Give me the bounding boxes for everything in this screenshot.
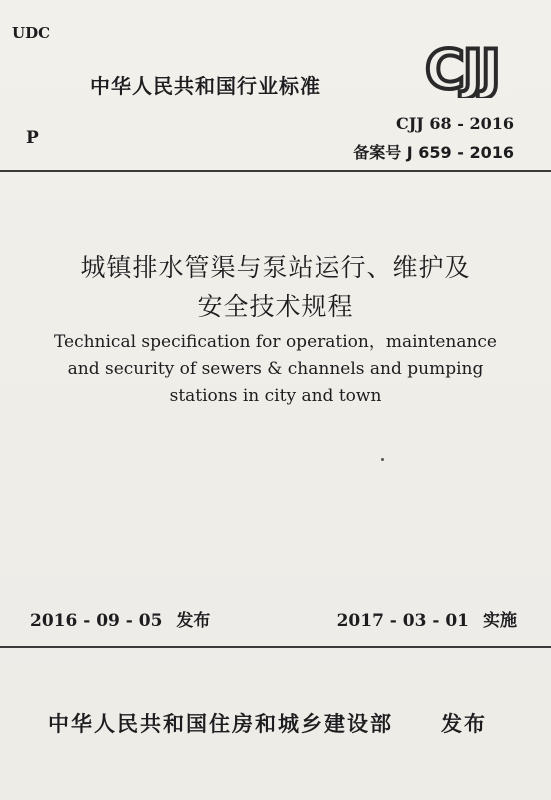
classification-label: P xyxy=(26,128,39,148)
title-english-line-3: stations in city and town xyxy=(169,386,382,406)
standard-code: CJJ 68 - 2016 xyxy=(395,114,514,133)
title-chinese-line-2: 安全技术规程 xyxy=(197,292,354,321)
implementation-date: 2017 - 03 - 01 xyxy=(336,611,469,631)
title-english-line-1: Technical specification for operation，maintenance xyxy=(53,332,497,352)
udc-label: UDC xyxy=(12,24,51,42)
issue-date: 2016 - 09 - 05 xyxy=(30,611,163,631)
publish-label: 发布 xyxy=(441,712,487,736)
implementation-date-block xyxy=(337,606,517,631)
implementation-label: 实施 xyxy=(483,611,517,631)
bottom-divider xyxy=(0,646,551,648)
issue-date-block xyxy=(30,606,210,631)
industry-standard-title: 中华人民共和国行业标准 xyxy=(90,74,321,98)
title-english-line-2: and security of sewers & channels and pumping xyxy=(67,359,484,379)
cjj-logo xyxy=(404,38,520,98)
filing-number: 备案号 J 659 - 2016 xyxy=(353,143,514,162)
print-speck xyxy=(381,458,384,461)
title-chinese-line-1: 城镇排水管渠与泵站运行、维护及 xyxy=(80,253,471,282)
publisher-name: 中华人民共和国住房和城乡建设部 xyxy=(48,712,393,736)
cjj-logo-text: CJJ xyxy=(425,38,499,98)
issue-label: 发布 xyxy=(176,611,211,631)
top-divider xyxy=(0,170,551,172)
